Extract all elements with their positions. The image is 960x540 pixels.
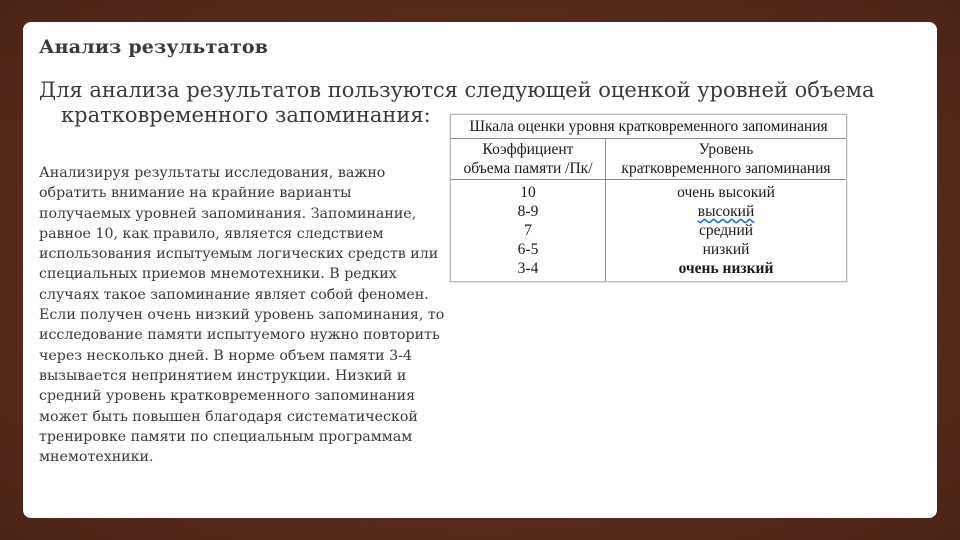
column-header-level-line2: кратковременного запоминания bbox=[621, 160, 831, 177]
column-header-coefficient bbox=[451, 139, 606, 180]
slide bbox=[23, 22, 937, 518]
body-paragraph: Анализируя результаты исследования, важно обратить внимание на крайние варианты получаемых уровней запоминания. Запоминание, равное 10, как правило, является следствием использования испытуемым логических средств или специальных приемов мнемотехники. В редких случаях такое запоминание являет собой феномен. Если получен очень низкий уровень запоминания, то исследование памяти испытуемого нужно повторить через несколько дней. В норме объем памяти 3-4 вызывается непринятием инструкции. Низкий и средний уровень кратковременного запоминания может быть повышен благодаря систематической тренировке памяти по специальным программам мнемотехники. bbox=[39, 165, 445, 466]
memory-scale-table bbox=[450, 114, 847, 282]
coefficient-value: 8-9 bbox=[517, 203, 539, 220]
column-header-level-line1: Уровень bbox=[698, 141, 754, 158]
coefficient-value: 6-5 bbox=[517, 241, 539, 258]
column-header-coefficient-line2: объема памяти /Пк/ bbox=[463, 160, 593, 177]
level-cell bbox=[606, 180, 847, 282]
level-value: низкий bbox=[702, 241, 750, 258]
level-value: очень высокий bbox=[677, 184, 775, 201]
level-value: средний bbox=[698, 222, 754, 239]
column-header-coefficient-line1: Коэффициент bbox=[482, 141, 574, 158]
coefficient-value: 10 bbox=[520, 184, 536, 201]
coefficient-cell bbox=[451, 180, 606, 282]
table-header-row bbox=[451, 139, 846, 180]
table-caption: Шкала оценки уровня кратковременного запоминания bbox=[451, 115, 846, 139]
coefficient-value: 7 bbox=[524, 222, 532, 239]
slide-title: Анализ результатов bbox=[39, 36, 269, 58]
column-header-level bbox=[606, 139, 847, 180]
level-value: высокий bbox=[697, 203, 755, 220]
intro-paragraph: Для анализа результатов пользуются следующей оценкой уровней объема кратковременного запоминания: bbox=[39, 78, 875, 127]
coefficient-value: 3-4 bbox=[517, 260, 539, 277]
level-value: очень низкий bbox=[678, 260, 774, 277]
table-body-row bbox=[451, 180, 846, 282]
